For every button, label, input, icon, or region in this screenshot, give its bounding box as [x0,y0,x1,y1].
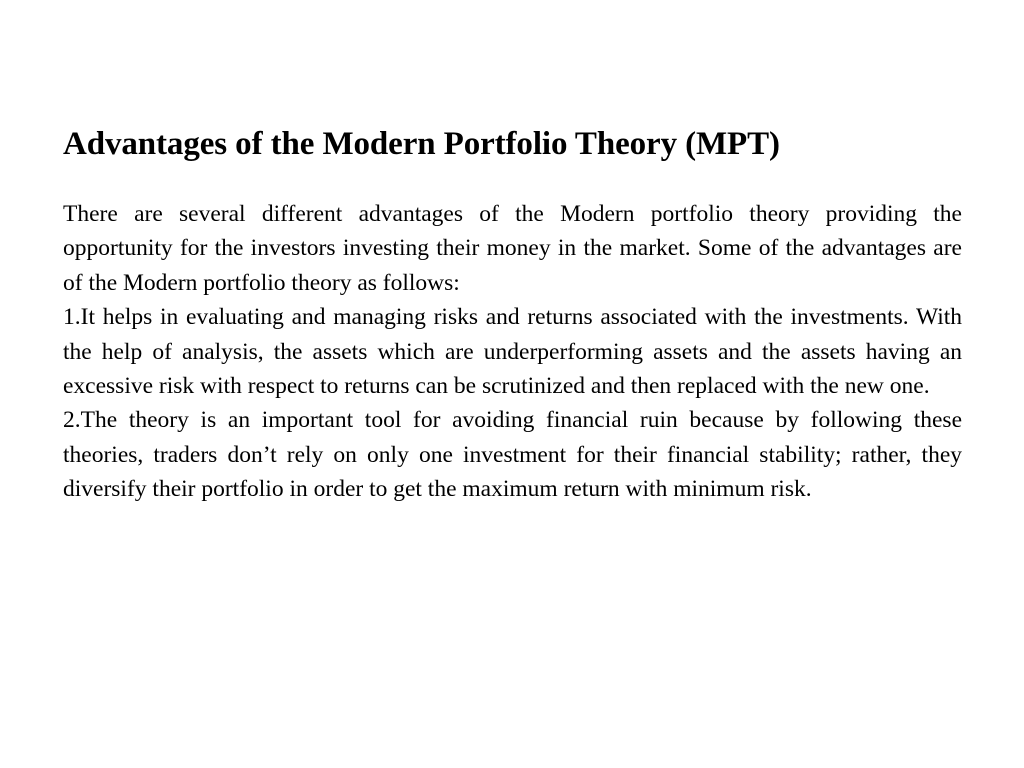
slide-title: Advantages of the Modern Portfolio Theory (MPT) [63,126,780,162]
intro-paragraph: There are several different advantages of the Modern portfolio theory providing the opportunity for the investors investing their money in the market. Some of the advantages are of the Modern portfolio theory as follows: [63,201,962,296]
point-1-paragraph: 1.It helps in evaluating and managing risks and returns associated with the investments. With the help of analysis, the assets which are underperforming assets and the assets having an excessive risk with respect to returns can be scrutinized and then replaced with the new one. [63,304,962,400]
point-2-paragraph: 2.The theory is an important tool for avoiding financial ruin because by following these theories, traders don’t rely on only one investment for their financial stability; rather, they diversify their portfolio in order to get the maximum return with minimum risk. [63,407,962,503]
slide-body [63,197,962,507]
